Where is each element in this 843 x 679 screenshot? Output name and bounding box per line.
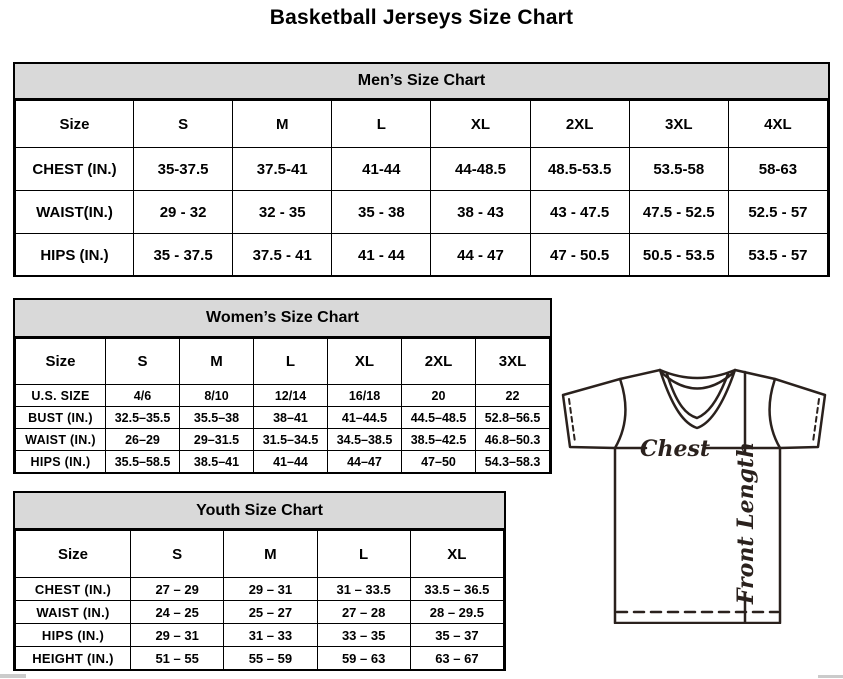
size-value-cell: 41–44.5 [328, 407, 402, 429]
size-value-cell: 31.5–34.5 [254, 429, 328, 451]
col-header: XL [431, 101, 530, 148]
size-value-cell: 59 – 63 [317, 647, 410, 670]
col-header: M [233, 101, 332, 148]
row-label: WAIST(IN.) [16, 191, 134, 234]
col-header: M [224, 531, 317, 578]
col-header: L [254, 339, 328, 385]
col-header: 2XL [530, 101, 629, 148]
jersey-vneck-inner [667, 374, 728, 418]
size-value-cell: 26–29 [106, 429, 180, 451]
row-label: HIPS (IN.) [16, 624, 131, 647]
row-label: HIPS (IN.) [16, 451, 106, 473]
size-value-cell: 35 - 37.5 [134, 234, 233, 277]
col-header: 4XL [728, 101, 827, 148]
size-value-cell: 58-63 [728, 148, 827, 191]
size-value-cell: 41–44 [254, 451, 328, 473]
size-value-cell: 29–31.5 [180, 429, 254, 451]
size-value-cell: 63 – 67 [410, 647, 503, 670]
jersey-measurement-diagram [557, 362, 838, 624]
col-header: S [134, 101, 233, 148]
size-value-cell: 33.5 – 36.5 [410, 578, 503, 601]
size-value-cell: 38 - 43 [431, 191, 530, 234]
size-value-cell: 38–41 [254, 407, 328, 429]
youth-size-chart-table [13, 491, 506, 671]
size-value-cell: 31 – 33.5 [317, 578, 410, 601]
table-row [16, 429, 550, 451]
row-label: HEIGHT (IN.) [16, 647, 131, 670]
jersey-right-sleeve [735, 370, 825, 448]
page-title: Basketball Jerseys Size Chart [269, 6, 574, 29]
table-row [16, 234, 828, 277]
size-value-cell: 29 – 31 [224, 578, 317, 601]
size-value-cell: 35 - 38 [332, 191, 431, 234]
row-label: U.S. SIZE [16, 385, 106, 407]
size-value-cell: 38.5–42.5 [402, 429, 476, 451]
size-value-cell: 32 - 35 [233, 191, 332, 234]
table-row [16, 385, 550, 407]
size-value-cell: 38.5–41 [180, 451, 254, 473]
col-header: S [106, 339, 180, 385]
size-value-cell: 47–50 [402, 451, 476, 473]
size-value-cell: 31 – 33 [224, 624, 317, 647]
size-value-cell: 25 – 27 [224, 601, 317, 624]
size-value-cell: 37.5 - 41 [233, 234, 332, 277]
size-value-cell: 27 – 29 [131, 578, 224, 601]
size-value-cell: 47.5 - 52.5 [629, 191, 728, 234]
right-cuff-stitch [813, 399, 819, 442]
row-label: CHEST (IN.) [16, 148, 134, 191]
jersey-collar [660, 370, 735, 378]
size-value-cell: 29 - 32 [134, 191, 233, 234]
col-header: XL [410, 531, 503, 578]
table-header-row [16, 531, 504, 578]
jersey-right-armhole [770, 379, 780, 448]
row-label: WAIST (IN.) [16, 601, 131, 624]
table-header-row [16, 339, 550, 385]
size-value-cell: 20 [402, 385, 476, 407]
size-value-cell: 51 – 55 [131, 647, 224, 670]
size-value-cell: 32.5–35.5 [106, 407, 180, 429]
size-value-cell: 52.8–56.5 [476, 407, 550, 429]
table-row [16, 407, 550, 429]
col-header: Size [16, 101, 134, 148]
table-row [16, 578, 504, 601]
size-value-cell: 35-37.5 [134, 148, 233, 191]
size-value-cell: 43 - 47.5 [530, 191, 629, 234]
col-header: L [332, 101, 431, 148]
horizontal-scrollbar-fragment[interactable] [0, 674, 26, 678]
size-value-cell: 35.5–58.5 [106, 451, 180, 473]
jersey-left-armhole [615, 379, 625, 448]
womens-size-chart-table [13, 298, 552, 474]
mens-table-title: Men’s Size Chart [15, 64, 828, 100]
col-header: Size [16, 531, 131, 578]
chest-label: Chest [639, 436, 711, 462]
row-label: CHEST (IN.) [16, 578, 131, 601]
size-value-cell: 54.3–58.3 [476, 451, 550, 473]
size-value-cell: 41 - 44 [332, 234, 431, 277]
size-value-cell: 8/10 [180, 385, 254, 407]
table-header-row [16, 101, 828, 148]
size-value-cell: 4/6 [106, 385, 180, 407]
size-value-cell: 53.5-58 [629, 148, 728, 191]
col-header: XL [328, 339, 402, 385]
col-header: 3XL [476, 339, 550, 385]
size-value-cell: 41-44 [332, 148, 431, 191]
table-row [16, 191, 828, 234]
mens-table-grid [15, 100, 828, 277]
size-value-cell: 52.5 - 57 [728, 191, 827, 234]
size-value-cell: 27 – 28 [317, 601, 410, 624]
size-value-cell: 22 [476, 385, 550, 407]
size-value-cell: 29 – 31 [131, 624, 224, 647]
col-header: S [131, 531, 224, 578]
table-row [16, 647, 504, 670]
size-value-cell: 55 – 59 [224, 647, 317, 670]
size-value-cell: 35 – 37 [410, 624, 503, 647]
row-label: WAIST (IN.) [16, 429, 106, 451]
col-header: Size [16, 339, 106, 385]
table-row [16, 148, 828, 191]
size-value-cell: 44 - 47 [431, 234, 530, 277]
table-row [16, 624, 504, 647]
front-length-label: Front Length [733, 441, 759, 605]
mens-size-chart-table [13, 62, 830, 277]
col-header: 2XL [402, 339, 476, 385]
size-value-cell: 33 – 35 [317, 624, 410, 647]
row-label: HIPS (IN.) [16, 234, 134, 277]
size-value-cell: 47 - 50.5 [530, 234, 629, 277]
size-value-cell: 24 – 25 [131, 601, 224, 624]
table-row [16, 451, 550, 473]
size-value-cell: 44-48.5 [431, 148, 530, 191]
col-header: 3XL [629, 101, 728, 148]
col-header: M [180, 339, 254, 385]
row-label: BUST (IN.) [16, 407, 106, 429]
size-value-cell: 44.5–48.5 [402, 407, 476, 429]
size-value-cell: 34.5–38.5 [328, 429, 402, 451]
womens-table-grid [15, 338, 550, 473]
size-value-cell: 48.5-53.5 [530, 148, 629, 191]
size-value-cell: 28 – 29.5 [410, 601, 503, 624]
size-value-cell: 12/14 [254, 385, 328, 407]
table-row [16, 601, 504, 624]
size-value-cell: 35.5–38 [180, 407, 254, 429]
size-value-cell: 16/18 [328, 385, 402, 407]
col-header: L [317, 531, 410, 578]
youth-table-title: Youth Size Chart [15, 493, 504, 530]
size-value-cell: 37.5-41 [233, 148, 332, 191]
size-value-cell: 50.5 - 53.5 [629, 234, 728, 277]
womens-table-title: Women’s Size Chart [15, 300, 550, 338]
size-value-cell: 53.5 - 57 [728, 234, 827, 277]
youth-table-grid [15, 530, 504, 670]
left-cuff-stitch [569, 399, 575, 442]
horizontal-scrollbar-fragment[interactable] [818, 675, 843, 678]
size-value-cell: 46.8–50.3 [476, 429, 550, 451]
size-value-cell: 44–47 [328, 451, 402, 473]
